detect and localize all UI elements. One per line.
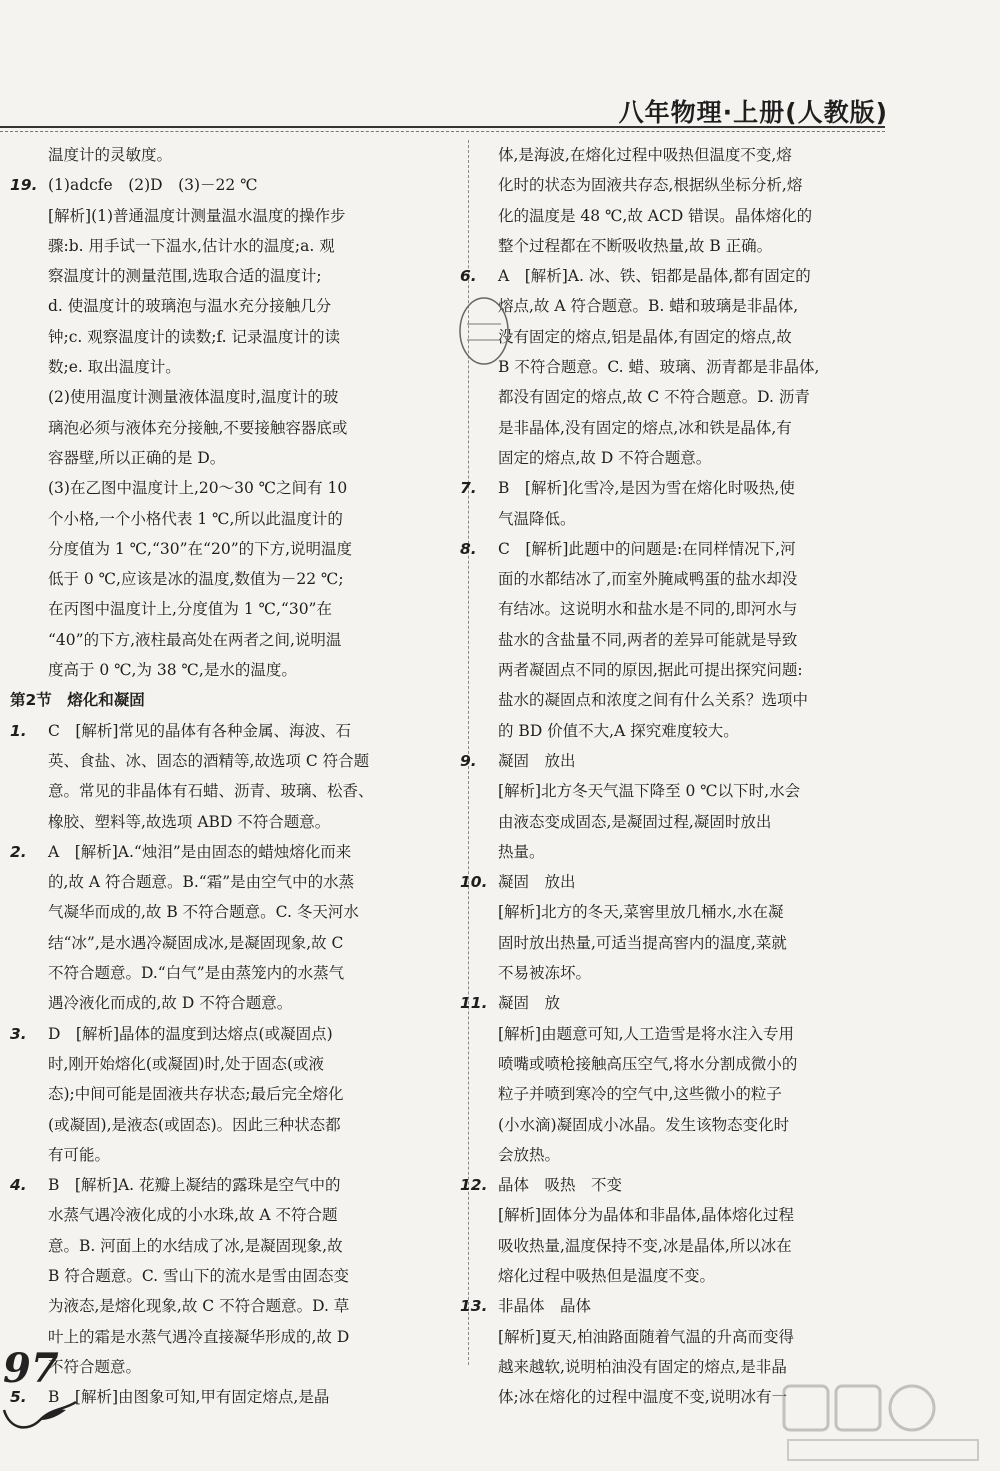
answer-text-line: 整个过程都在不断吸收热量,故 B 正确。 (498, 236, 773, 255)
answer-text-line: “40”的下方,液柱最高处在两者之间,说明温 (48, 630, 342, 649)
answer-text-line: 熔点,故 A 符合题意。B. 蜡和玻璃是非晶体, (498, 297, 799, 316)
answer-text-line: [解析]由题意可知,人工造雪是将水注入专用 (498, 1024, 795, 1043)
answer-text-line: 体,是海波,在熔化过程中吸热但温度不变,熔 (498, 146, 792, 164)
answer-text-line: 粒子并喷到寒冷的空气中,这些微小的粒子 (498, 1085, 782, 1104)
answer-text-line: B [解析]由图象可知,甲有固定熔点,是晶 (48, 1388, 330, 1407)
answer-item (10, 1019, 443, 1170)
answer-text-line: 由液态变成固态,是凝固过程,凝固时放出 (498, 812, 772, 831)
question-number: 19. (10, 176, 38, 195)
answer-text-line: 个小格,一个小格代表 1 ℃,所以此温度计的 (48, 509, 343, 528)
right-column-content (460, 140, 890, 1412)
answer-text-line: 察温度计的测量范围,选取合适的温度计; (48, 267, 322, 286)
answer-text-line: 水蒸气遇冷液化成的小水珠,故 A 不符合题 (48, 1206, 338, 1225)
answer-text-line: (3)在乙图中温度计上,20～30 ℃之间有 10 (48, 479, 348, 498)
answer-item (10, 1382, 443, 1412)
answer-text-line: A [解析]A.“烛泪”是由固态的蜡烛熔化而来 (48, 842, 352, 861)
answer-text-line: 璃泡必须与液体充分接触,不要接触容器底或 (48, 418, 348, 437)
answer-item (498, 776, 890, 867)
question-number: 1. (10, 721, 27, 740)
answer-text-line: 温度计的灵敏度。 (48, 146, 173, 164)
answer-text-line: [解析]固体分为晶体和非晶体,晶体熔化过程 (498, 1206, 795, 1225)
answer-text-line: C [解析]常见的晶体有各种金属、海波、石 (48, 721, 351, 740)
answer-item (10, 170, 443, 200)
answer-text-line: 不符合题意。 (48, 1357, 142, 1376)
answer-item (48, 140, 443, 170)
answer-text-line: 有可能。 (48, 1145, 111, 1164)
section-title: 第2节 熔化和凝固 (10, 691, 145, 710)
answer-text-line: 意。常见的非晶体有石蜡、沥青、玻璃、松香、 (48, 782, 374, 801)
answer-text-line: d. 使温度计的玻璃泡与温水充分接触几分 (48, 297, 332, 316)
question-number: 4. (10, 1176, 27, 1195)
question-number: 10. (460, 873, 488, 892)
answer-text-line: (小水滴)凝固成小冰晶。发生该物态变化时 (498, 1115, 790, 1134)
answer-text-line: B 不符合题意。C. 蜡、玻璃、沥青都是非晶体, (498, 358, 820, 377)
answer-text-line: 两者凝固点不同的原因,据此可提出探究问题: (498, 661, 803, 680)
answer-text-line: 固定的熔点,故 D 不符合题意。 (498, 448, 712, 467)
answer-text-line: 为液态,是熔化现象,故 C 不符合题意。D. 草 (48, 1297, 350, 1316)
question-number: 2. (10, 842, 27, 861)
answer-text-line: (1)adcfe (2)D (3)－22 ℃ (48, 176, 258, 195)
answer-item (460, 746, 890, 776)
question-number: 3. (10, 1024, 27, 1043)
answer-text-line: D [解析]晶体的温度到达熔点(或凝固点) (48, 1024, 333, 1043)
answer-text-line: 低于 0 ℃,应该是冰的温度,数值为－22 ℃; (48, 570, 344, 589)
answer-text-line: 越来越软,说明柏油没有固定的熔点,是非晶 (498, 1357, 787, 1376)
header-rule (0, 126, 885, 128)
answer-text-line: 凝固 放出 (498, 873, 576, 892)
answer-text-line: 遇冷液化而成的,故 D 不符合题意。 (48, 994, 293, 1013)
question-number: 7. (460, 479, 477, 498)
answer-item (460, 261, 890, 473)
answer-text-line: 态);中间可能是固液共存状态;最后完全熔化 (48, 1085, 344, 1104)
answer-item (48, 382, 443, 473)
answer-text-line: [解析]北方冬天气温下降至 0 ℃以下时,水会 (498, 782, 801, 801)
answer-text-line: 固时放出热量,可适当提高窖内的温度,菜就 (498, 933, 787, 952)
answer-item (460, 988, 890, 1018)
answer-text-line: 凝固 放 (498, 994, 561, 1013)
answer-text-line: 都没有固定的熔点,故 C 不符合题意。D. 沥青 (498, 388, 810, 407)
answer-text-line: 吸收热量,温度保持不变,冰是晶体,所以冰在 (498, 1236, 792, 1255)
answer-text-line: 的,故 A 符合题意。B.“霜”是由空气中的水蒸 (48, 873, 355, 892)
question-number: 13. (460, 1297, 488, 1316)
answer-item (460, 534, 890, 746)
answer-text-line: 不易被冻坏。 (498, 964, 592, 983)
watermark-logo-icon (778, 1380, 988, 1466)
answer-text-line: 度高于 0 ℃,为 38 ℃,是水的温度。 (48, 661, 297, 680)
answer-item (460, 473, 890, 534)
answer-text-line: 气温降低。 (498, 509, 576, 528)
answer-text-line: 时,刚开始熔化(或凝固)时,处于固态(或液 (48, 1054, 324, 1073)
answer-text-line: 骤:b. 用手试一下温水,估计水的温度;a. 观 (48, 236, 335, 255)
answer-text-line: 盐水的含盐量不同,两者的差异可能就是导致 (498, 630, 798, 649)
answer-text-line: 在丙图中温度计上,分度值为 1 ℃,“30”在 (48, 600, 332, 619)
question-number: 11. (460, 994, 488, 1013)
answer-item (498, 1200, 890, 1291)
answer-text-line: [解析]夏天,柏油路面随着气温的升高而变得 (498, 1327, 795, 1346)
answer-text-line: 不符合题意。D.“白气”是由蒸笼内的水蒸气 (48, 964, 345, 983)
page-number: 97 (3, 1345, 59, 1392)
answer-text-line: 钟;c. 观察温度计的读数;f. 记录温度计的读 (48, 327, 341, 346)
answer-item (10, 837, 443, 1019)
answer-text-line: 叶上的霜是水蒸气遇冷直接凝华形成的,故 D (48, 1327, 350, 1346)
answer-text-line: 面的水都结冰了,而室外腌咸鸭蛋的盐水却没 (498, 570, 798, 589)
answer-item (498, 140, 890, 261)
answer-text-line: 是非晶体,没有固定的熔点,冰和铁是晶体,有 (498, 418, 792, 437)
answer-item (460, 1291, 890, 1321)
answer-text-line: 晶体 吸热 不变 (498, 1176, 623, 1195)
answer-text-line: B [解析]A. 花瓣上凝结的露珠是空气中的 (48, 1176, 341, 1195)
question-number: 8. (460, 539, 477, 558)
answer-text-line: 数;e. 取出温度计。 (48, 358, 181, 377)
answer-text-line: 容器壁,所以正确的是 D。 (48, 448, 226, 467)
answer-text-line: 会放热。 (498, 1145, 561, 1164)
answer-text-line: 化时的状态为固液共存态,根据纵坐标分析,熔 (498, 176, 803, 195)
answer-text-line: 英、食盐、冰、固态的酒精等,故选项 C 符合题 (48, 751, 370, 770)
answer-item (498, 897, 890, 988)
answer-item (48, 201, 443, 383)
answer-item (460, 1170, 890, 1200)
answer-item (460, 867, 890, 897)
answer-text-line: 热量。 (498, 842, 545, 861)
answer-text-line: 喷嘴或喷枪接触高压空气,将水分割成微小的 (498, 1054, 798, 1073)
answer-text-line: (或凝固),是液态(或固态)。因此三种状态都 (48, 1115, 341, 1134)
answer-text-line: [解析]北方的冬天,菜窖里放几桶水,水在凝 (498, 903, 784, 922)
answer-text-line: 体;冰在熔化的过程中温度不变,说明冰有一 (498, 1388, 788, 1407)
answer-item (48, 473, 443, 685)
answer-text-line: 有结冰。这说明水和盐水是不同的,即河水与 (498, 600, 798, 619)
header-rule-dashed (0, 131, 885, 132)
right-column (460, 140, 890, 1412)
left-column-part-1 (10, 140, 443, 685)
answer-text-line: (2)使用温度计测量液体温度时,温度计的玻 (48, 388, 339, 407)
answer-text-line: 分度值为 1 ℃,“30”在“20”的下方,说明温度 (48, 539, 353, 558)
answer-text-line: 盐水的凝固点和浓度之间有什么关系？选项中 (498, 691, 809, 710)
answer-item (498, 1019, 890, 1170)
question-number: 5. (10, 1388, 27, 1407)
answer-text-line: 橡胶、塑料等,故选项 ABD 不符合题意。 (48, 812, 331, 831)
answer-text-line: 凝固 放出 (498, 751, 576, 770)
stamp-icon (455, 292, 513, 370)
answer-text-line: [解析](1)普通温度计测量温水温度的操作步 (48, 206, 346, 225)
leaf-icon (0, 1380, 80, 1440)
answer-text-line: 结“冰”,是水遇冷凝固成冰,是凝固现象,故 C (48, 933, 344, 952)
answer-text-line: 非晶体 晶体 (498, 1297, 592, 1316)
page-header-title: 八年物理·上册(人教版) (618, 98, 888, 127)
answer-text-line: 意。B. 河面上的水结成了冰,是凝固现象,故 (48, 1236, 343, 1255)
answer-text-line: A [解析]A. 冰、铁、铝都是晶体,都有固定的 (498, 267, 811, 286)
answer-text-line: 的 BD 价值不大,A 探究难度较大。 (498, 721, 739, 740)
answer-text-line: 化的温度是 48 ℃,故 ACD 错误。晶体熔化的 (498, 206, 813, 225)
question-number: 6. (460, 267, 477, 286)
answer-text-line: 气凝华而成的,故 B 不符合题意。C. 冬天河水 (48, 903, 359, 922)
answer-text-line: 没有固定的熔点,铝是晶体,有固定的熔点,故 (498, 327, 792, 346)
answer-item (10, 716, 443, 837)
question-number: 9. (460, 751, 477, 770)
answer-text-line: B 符合题意。C. 雪山下的流水是雪由固态变 (48, 1266, 349, 1285)
answer-text-line: B [解析]化雪冷,是因为雪在熔化时吸热,使 (498, 479, 795, 498)
answer-text-line: 熔化过程中吸热但是温度不变。 (498, 1266, 716, 1285)
answer-text-line: C [解析]此题中的问题是:在同样情况下,河 (498, 539, 796, 558)
question-number: 12. (460, 1176, 488, 1195)
